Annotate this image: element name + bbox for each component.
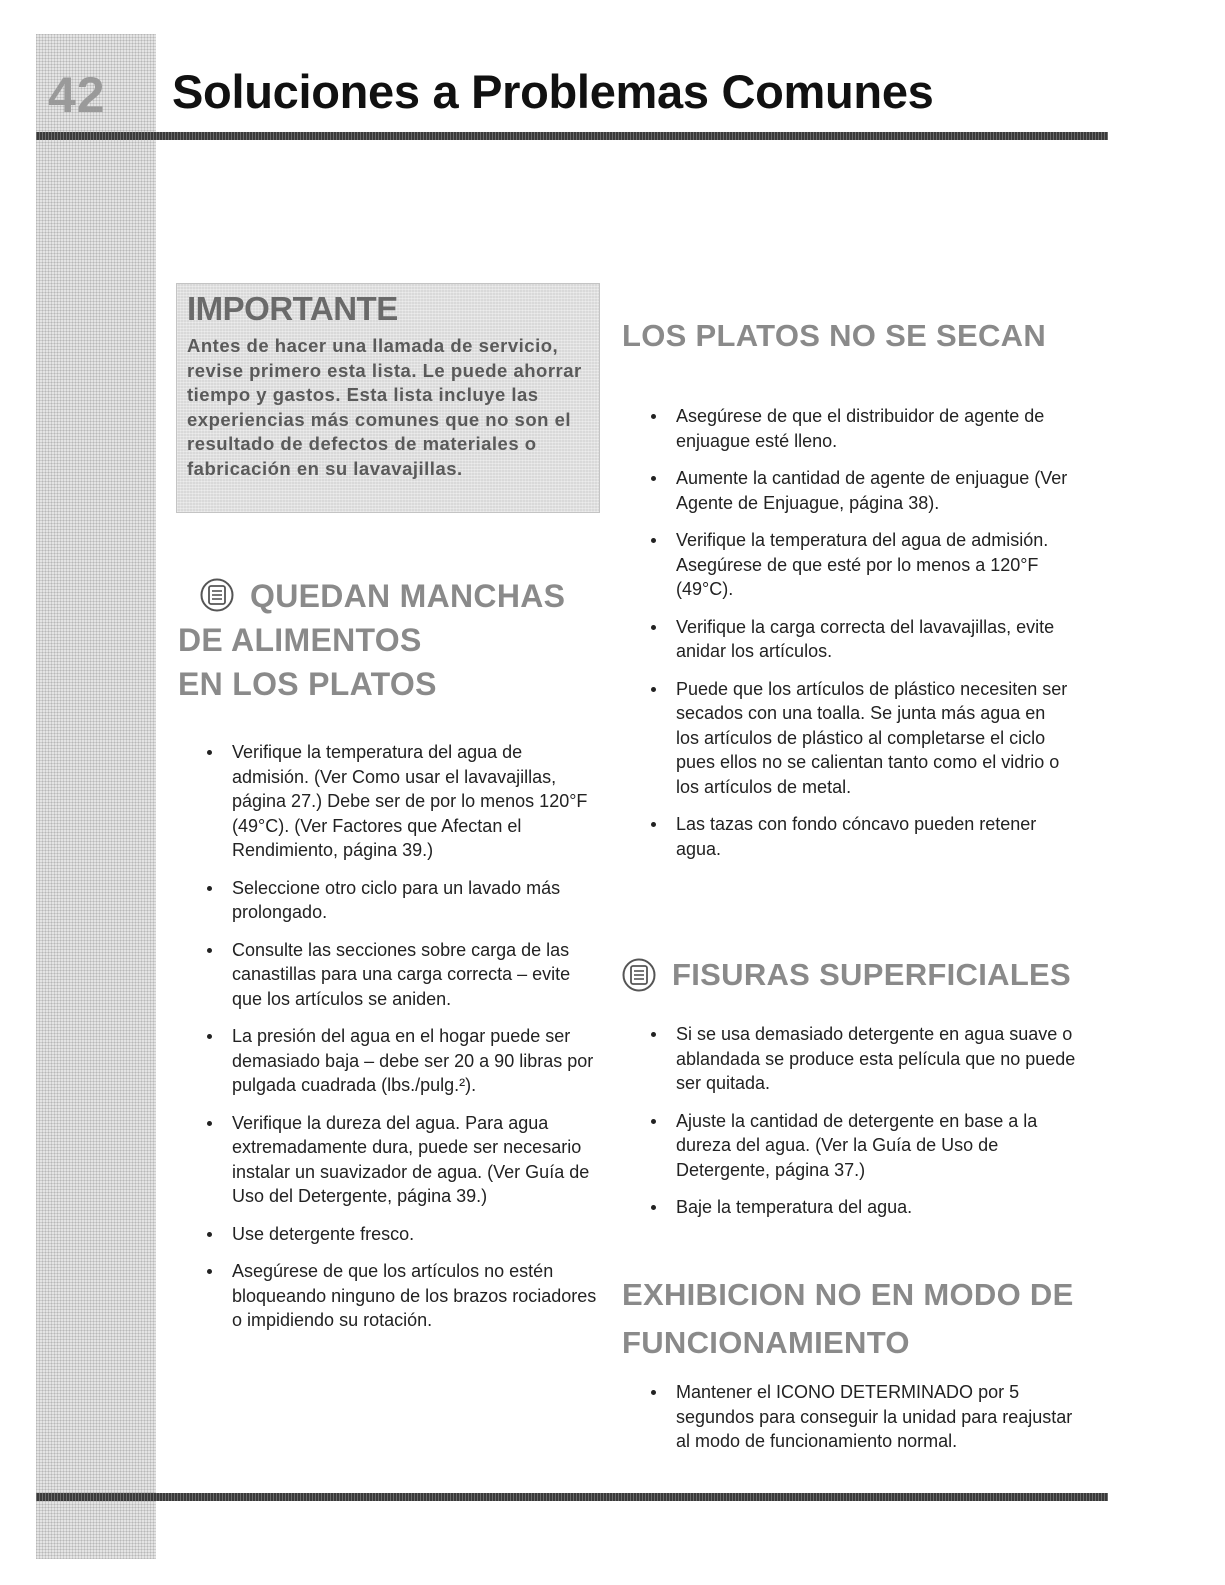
- manchas-list: [204, 740, 604, 1346]
- section-heading-fisuras: [622, 957, 1071, 993]
- list-item: Consulte las secciones sobre carga de las canastillas para una carga correcta – evite que los artículos se aniden.: [204, 938, 604, 1012]
- list-item: Si se usa demasiado detergente en agua suave o ablandada se produce esta película que no puede ser quitada.: [648, 1022, 1088, 1096]
- section-heading-exhibicion: EXHIBICION NO EN MODO DE FUNCIONAMIENTO: [622, 1277, 1074, 1360]
- list-item: Use detergente fresco.: [204, 1222, 604, 1247]
- important-text: Antes de hacer una llamada de servicio, revise primero esta lista. Le puede ahorrar tiempo y gastos. Esta lista incluye las experiencias más comunes que no son el resultado de defectos de materiales o fabricación en su lavavajillas.: [187, 335, 582, 479]
- list-item: La presión del agua en el hogar puede ser demasiado baja – debe ser 20 a 90 libras por pulgada cuadrada (lbs./pulg.²).: [204, 1024, 604, 1098]
- page-title: Soluciones a Problemas Comunes: [172, 65, 934, 118]
- heading-text: FISURAS SUPERFICIALES: [672, 957, 1072, 992]
- footer-rule: [36, 1493, 1108, 1501]
- header-rule: [36, 132, 1108, 140]
- list-item: Verifique la temperatura del agua de admisión. Asegúrese de que esté por lo menos a 120°F (49°C).: [648, 528, 1068, 602]
- list-item: Verifique la carga correcta del lavavajillas, evite anidar los artículos.: [648, 615, 1068, 664]
- list-item: Verifique la dureza del agua. Para agua extremadamente dura, puede ser necesario instalar un suavizador de agua. (Ver Guía de Uso del Detergente, página 39.): [204, 1111, 604, 1209]
- list-item: Baje la temperatura del agua.: [648, 1195, 1088, 1220]
- heading-line: DE ALIMENTOS: [178, 622, 422, 658]
- secan-list: [648, 404, 1068, 874]
- page-number: 42: [48, 67, 106, 123]
- list-item: Las tazas con fondo cóncavo pueden retener agua.: [648, 812, 1068, 861]
- section-heading-secan: LOS PLATOS NO SE SECAN: [622, 318, 1047, 353]
- heading-line: EN LOS PLATOS: [178, 666, 437, 702]
- list-item: Aumente la cantidad de agente de enjuague (Ver Agente de Enjuague, página 38).: [648, 466, 1068, 515]
- list-item: Asegúrese de que el distribuidor de agente de enjuague esté lleno.: [648, 404, 1068, 453]
- list-item: Ajuste la cantidad de detergente en base a la dureza del agua. (Ver la Guía de Uso de Detergente, página 37.): [648, 1109, 1088, 1183]
- heading-line: QUEDAN MANCHAS: [250, 578, 566, 614]
- list-item: Seleccione otro ciclo para un lavado más prolongado.: [204, 876, 604, 925]
- manual-icon: [622, 958, 656, 992]
- list-item: Verifique la temperatura del agua de admisión. (Ver Como usar el lavavajillas, página 27.) Debe ser de por lo menos 120°F (49°C). (Ver Factores que Afectan el Rendimiento, página 39.): [204, 740, 604, 863]
- section-heading-manchas: [178, 574, 565, 706]
- fisuras-list: [648, 1022, 1088, 1233]
- list-item: Asegúrese de que los artículos no estén bloqueando ninguno de los brazos rociadores o impidiendo su rotación.: [204, 1259, 604, 1333]
- important-title: IMPORTANTE: [187, 290, 398, 327]
- important-notice: [176, 283, 600, 513]
- exhibicion-list: [648, 1380, 1088, 1467]
- list-item: Puede que los artículos de plástico necesiten ser secados con una toalla. Se junta más agua en los artículos de plástico al completarse el ciclo pues ellos no se calientan tanto como el vidrio o los artículos de metal.: [648, 677, 1068, 800]
- list-item: Mantener el ICONO DETERMINADO por 5 segundos para conseguir la unidad para reajustar al modo de funcionamiento normal.: [648, 1380, 1088, 1454]
- side-decorative-strip: [36, 34, 156, 1559]
